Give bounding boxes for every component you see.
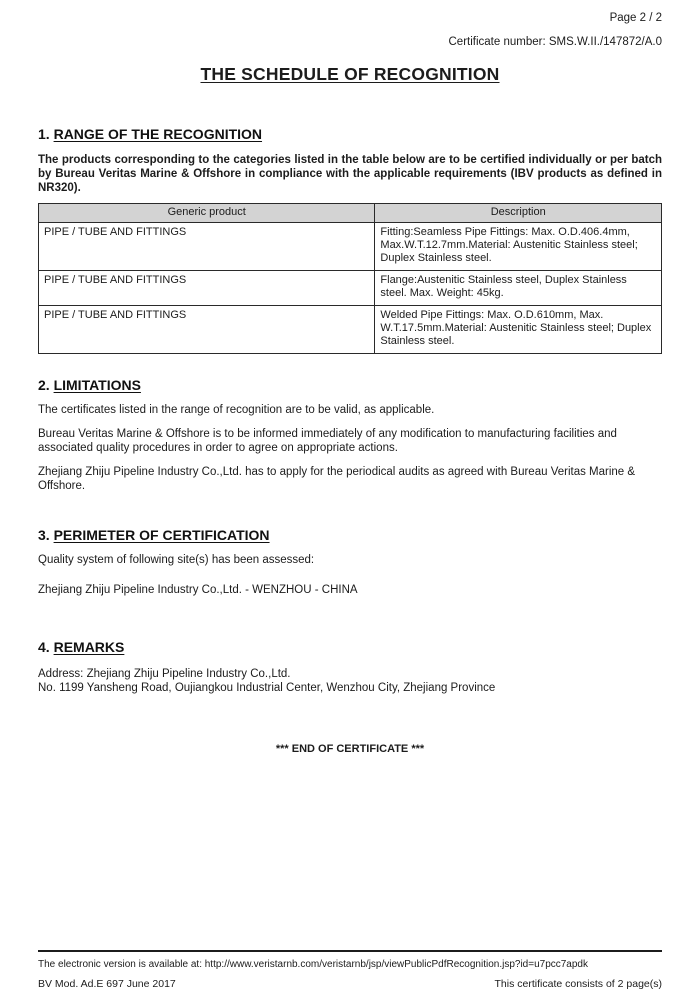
certificate-number: Certificate number: SMS.W.II./147872/A.0: [448, 36, 662, 48]
address-line-2: No. 1199 Yansheng Road, Oujiangkou Industrial Center, Wenzhou City, Zhejiang Province: [38, 682, 496, 695]
description-cell: Fitting:Seamless Pipe Fittings: Max. O.D.406.4mm, Max.W.T.12.7mm.Material: Austenitic Stainless steel; Duplex Stainless steel.: [375, 223, 662, 271]
page-number: Page 2 / 2: [609, 12, 662, 24]
page-header: [38, 0, 662, 48]
section-number: 2.: [38, 376, 50, 393]
description-cell: Welded Pipe Fittings: Max. O.D.610mm, Max. W.T.17.5mm.Material: Austenitic Stainless steel; Duplex Stainless steel.: [375, 305, 662, 353]
remarks-address: [38, 667, 662, 696]
form-reference: BV Mod. Ad.E 697 June 2017: [38, 978, 176, 990]
page-count-note: This certificate consists of 2 page(s): [494, 978, 662, 990]
section-number: 4.: [38, 638, 50, 655]
section-title: LIMITATIONS: [53, 376, 141, 393]
recognition-table: [38, 203, 662, 354]
section-title: REMARKS: [53, 638, 125, 655]
limitations-paragraph-3: Zhejiang Zhiju Pipeline Industry Co.,Ltd. has to apply for the periodical audits as agreed with Bureau Veritas Marine & Offshore.: [38, 465, 636, 492]
section-heading-perimeter: [38, 527, 662, 543]
footer-divider: [38, 950, 662, 952]
range-intro-paragraph: The products corresponding to the categories listed in the table below are to be certified individually or per batch by Bureau Veritas Marine & Offshore in compliance with the applicable requirements (IBV products as defined in NR320).: [38, 154, 662, 195]
section-number: 1.: [38, 126, 50, 142]
column-header-description: Description: [375, 204, 662, 223]
description-cell: Flange:Austenitic Stainless steel, Duplex Stainless steel. Max. Weight: 45kg.: [375, 270, 662, 305]
page-footer: [38, 950, 662, 990]
section-title: PERIMETER OF CERTIFICATION: [53, 526, 270, 543]
document-title: THE SCHEDULE OF RECOGNITION: [200, 64, 500, 84]
section-title: RANGE OF THE RECOGNITION: [53, 126, 263, 142]
perimeter-paragraph-2: Zhejiang Zhiju Pipeline Industry Co.,Ltd. - WENZHOU - CHINA: [38, 583, 358, 596]
column-header-generic-product: Generic product: [39, 204, 375, 223]
generic-product-cell: PIPE / TUBE AND FITTINGS: [39, 223, 375, 271]
end-of-certificate-marker: *** END OF CERTIFICATE ***: [275, 742, 425, 755]
limitations-paragraph-2: Bureau Veritas Marine & Offshore is to be informed immediately of any modification to manufacturing facilities and associated quality procedures in order to agree on appropriate actions.: [38, 427, 617, 454]
table-row: [39, 270, 662, 305]
perimeter-paragraph-1: Quality system of following site(s) has been assessed:: [38, 553, 315, 566]
section-heading-range: [38, 126, 662, 142]
section-heading-remarks: [38, 639, 662, 655]
electronic-version-note: The electronic version is available at: http://www.veristarnb.com/veristarnb/jsp/viewPublicPdfRecognition.jsp?id=u7pcc7apdk: [38, 959, 588, 970]
limitations-paragraph-1: The certificates listed in the range of recognition are to be valid, as applicable.: [38, 403, 435, 416]
generic-product-cell: PIPE / TUBE AND FITTINGS: [39, 270, 375, 305]
section-heading-limitations: [38, 377, 662, 393]
table-header-row: [39, 204, 662, 223]
table-row: [39, 223, 662, 271]
section-number: 3.: [38, 526, 50, 543]
generic-product-cell: PIPE / TUBE AND FITTINGS: [39, 305, 375, 353]
table-row: [39, 305, 662, 353]
address-line-1: Address: Zhejiang Zhiju Pipeline Industry Co.,Ltd.: [38, 667, 291, 680]
